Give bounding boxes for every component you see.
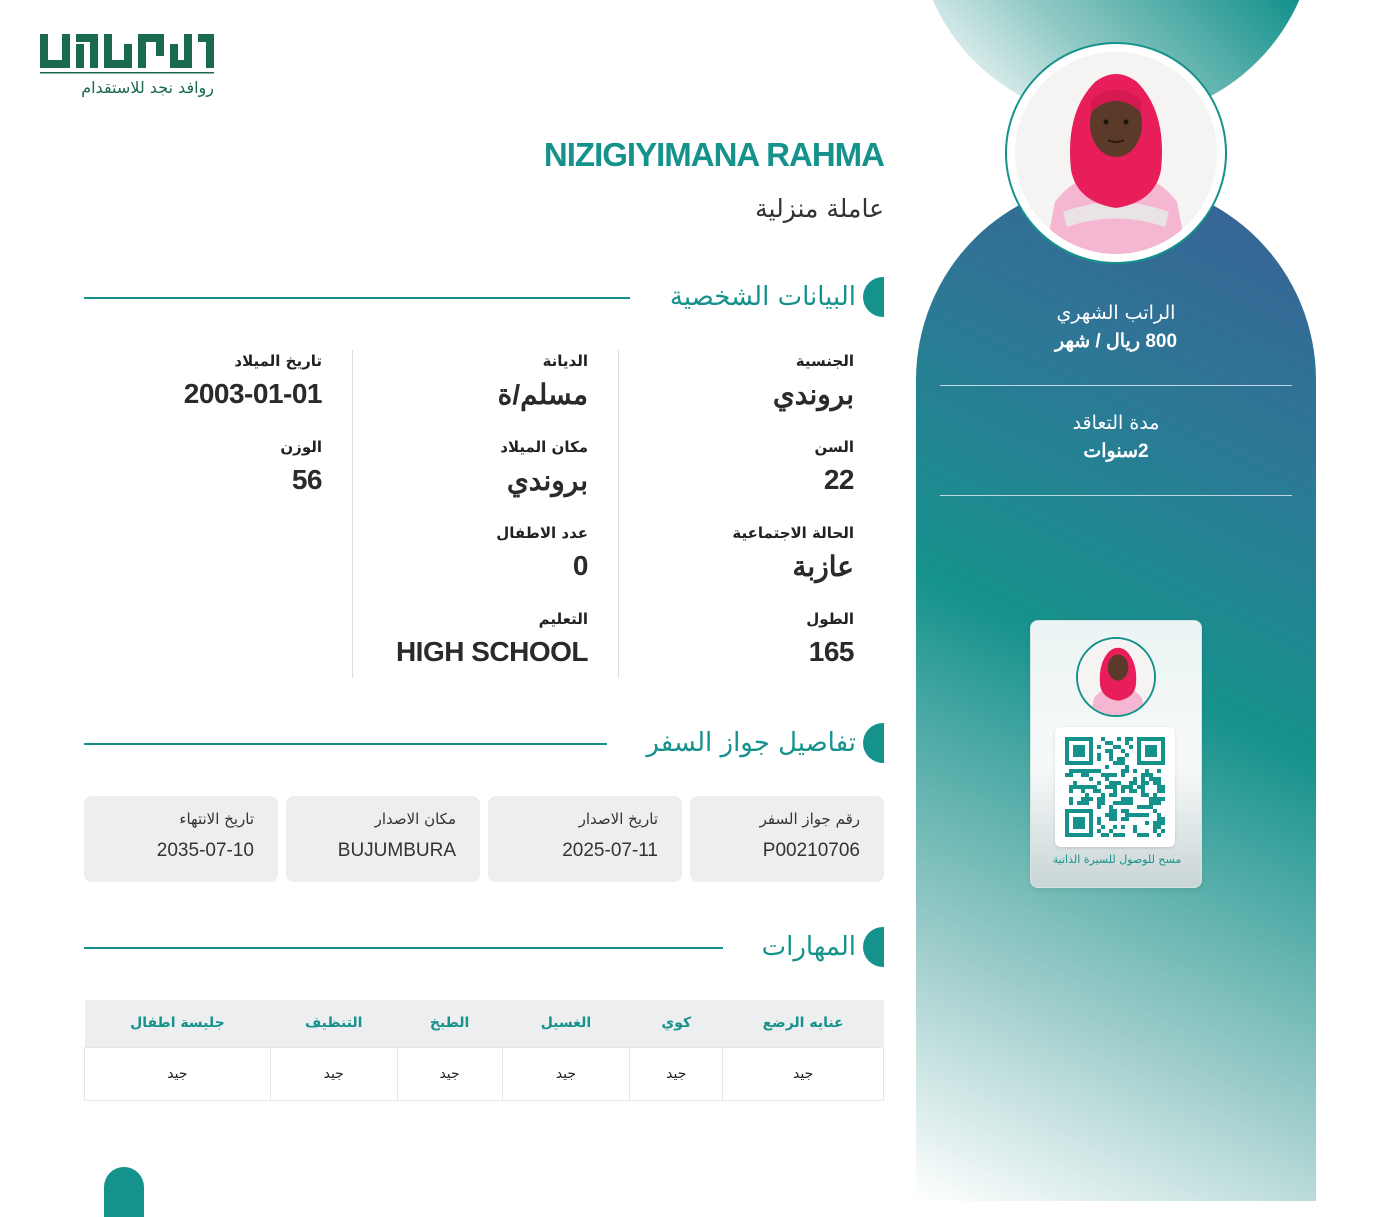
skill-value: جيد <box>397 1047 502 1100</box>
section-header-personal <box>84 277 884 319</box>
passport-label: تاريخ الانتهاء <box>179 810 254 828</box>
skills-value-row <box>85 1047 884 1100</box>
section-tab <box>863 277 884 317</box>
section-tab <box>863 927 884 967</box>
section-title: البيانات الشخصية <box>669 282 856 312</box>
skill-header: التنظيف <box>270 1000 397 1047</box>
skill-header: الطبخ <box>397 1000 502 1047</box>
salary-label: الراتب الشهري <box>1056 302 1176 324</box>
field-label: الحالة الاجتماعية <box>732 524 854 542</box>
field-education <box>328 610 588 668</box>
worker-name: NIZIGIYIMANA RAHMA <box>543 136 884 173</box>
qr-caption: مسح للوصول للسيرة الذاتية <box>1052 853 1182 866</box>
field-birthplace <box>328 438 588 497</box>
section-title: تفاصيل جواز السفر <box>646 728 856 758</box>
skill-value: جيد <box>630 1047 723 1100</box>
field-value: بروندي <box>506 465 588 496</box>
field-label: السن <box>814 438 854 456</box>
contract-block <box>940 412 1292 463</box>
field-label: عدد الاطفال <box>496 524 588 542</box>
passport-label: تاريخ الاصدار <box>578 810 658 828</box>
field-value: عازبة <box>792 551 854 582</box>
passport-expiry-card <box>84 796 278 882</box>
profile-photo <box>1015 52 1217 254</box>
field-label: الجنسية <box>795 352 854 370</box>
field-value: 22 <box>823 464 854 495</box>
sidebar-divider <box>940 385 1292 386</box>
field-label: مكان الميلاد <box>500 438 588 456</box>
section-line <box>84 947 723 949</box>
field-marital-status <box>594 524 854 583</box>
profile-photo-frame <box>1005 42 1227 264</box>
passport-value: BUJUMBURA <box>337 840 456 861</box>
person-photo-icon <box>1015 52 1217 254</box>
passport-value: 2035-07-10 <box>156 840 254 861</box>
contract-value: 2سنوات <box>1083 441 1149 462</box>
sidebar-divider <box>940 495 1292 496</box>
qr-code-graphic <box>1065 737 1165 837</box>
field-value: HIGH SCHOOL <box>395 636 588 667</box>
sidebar <box>916 0 1316 1201</box>
skills-header-row <box>85 1000 884 1047</box>
skills-table <box>84 1000 884 1101</box>
field-label: الوزن <box>280 438 322 456</box>
field-age <box>594 438 854 496</box>
qr-code-icon[interactable] <box>1055 727 1175 847</box>
field-birthdate <box>62 352 322 410</box>
logo-mark-icon <box>38 30 216 76</box>
passport-label: مكان الاصدار <box>374 810 456 828</box>
skill-value: جيد <box>723 1047 884 1100</box>
worker-job-title: عاملة منزلية <box>755 194 884 223</box>
field-value: 56 <box>291 464 322 495</box>
passport-number-card <box>690 796 884 882</box>
skill-value: جيد <box>270 1047 397 1100</box>
passport-label: رقم جواز السفر <box>759 810 860 828</box>
passport-issue-date-card <box>488 796 682 882</box>
section-header-passport <box>84 723 884 765</box>
field-label: التعليم <box>538 610 588 628</box>
field-value: 165 <box>808 636 854 667</box>
salary-value: 800 ريال / شهر <box>1054 331 1178 352</box>
contract-label: مدة التعاقد <box>1072 412 1160 434</box>
passport-issue-place-card <box>286 796 480 882</box>
field-label: الديانة <box>542 352 588 370</box>
passport-value: P00210706 <box>762 840 860 861</box>
salary-block <box>940 302 1292 353</box>
field-value: 2003-01-01 <box>183 378 322 409</box>
company-logo <box>38 30 218 104</box>
skill-header: الغسيل <box>502 1000 630 1047</box>
field-label: الطول <box>806 610 854 628</box>
bottom-decor-tab <box>104 1167 144 1217</box>
field-weight <box>62 438 322 496</box>
field-religion <box>328 352 588 411</box>
section-title: المهارات <box>761 932 856 962</box>
skill-value: جيد <box>85 1047 271 1100</box>
qr-card[interactable] <box>1030 620 1202 888</box>
field-children <box>328 524 588 582</box>
skill-header: جليسة اطفال <box>85 1000 271 1047</box>
person-photo-icon <box>1078 639 1156 717</box>
skill-header: عنايه الرضع <box>723 1000 884 1047</box>
passport-value: 2025-07-11 <box>562 840 658 861</box>
logo-subtitle: روافد نجد للاستقدام <box>81 78 214 97</box>
section-line <box>84 297 630 299</box>
section-line <box>84 743 607 745</box>
section-header-skills <box>84 927 884 969</box>
field-height <box>594 610 854 668</box>
field-value: 0 <box>572 550 588 581</box>
qr-card-photo <box>1076 637 1156 717</box>
field-label: تاريخ الميلاد <box>234 352 322 370</box>
field-nationality <box>594 352 854 411</box>
field-value: مسلم/ة <box>497 379 588 410</box>
section-tab <box>863 723 884 763</box>
field-value: بروندي <box>772 379 854 410</box>
skill-value: جيد <box>502 1047 630 1100</box>
skill-header: كوي <box>630 1000 723 1047</box>
